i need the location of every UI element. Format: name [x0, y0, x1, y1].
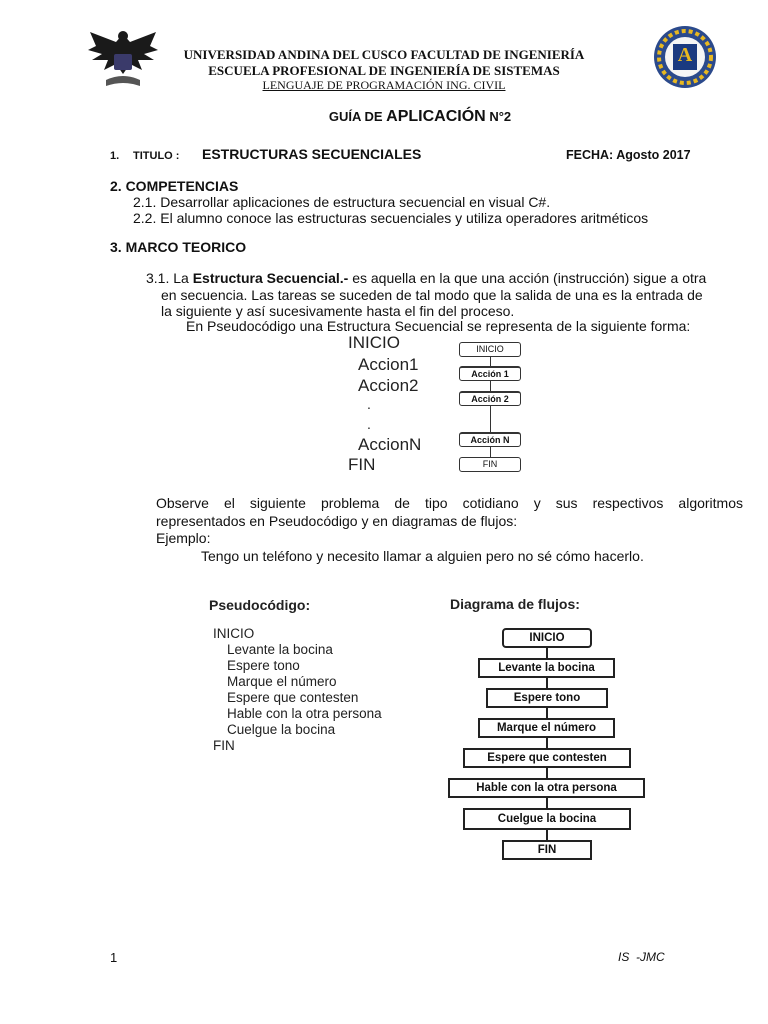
small-flow-accionn: Acción N: [459, 432, 521, 447]
header-course-text: LENGUAJE DE PROGRAMACIÓN ING. CIVIL: [262, 78, 506, 92]
example-flow-box: Marque el número: [478, 718, 615, 738]
section1-date: FECHA: Agosto 2017: [566, 148, 691, 162]
observe-line4: Tengo un teléfono y necesito llamar a alguien pero no sé cómo hacerlo.: [201, 548, 644, 564]
footer-initials: IS -JMC: [618, 950, 665, 964]
section3-paragraph-line3: la siguiente y así sucesivamente hasta el fin del proceso.: [161, 303, 515, 319]
section1-value: ESTRUCTURAS SECUENCIALES: [202, 146, 422, 162]
section3-p-number: 3.1. La: [146, 270, 193, 286]
example-pseudo-title: Pseudocódigo:: [209, 597, 311, 613]
example-pseudo-line: Hable con la otra persona: [227, 706, 382, 721]
example-pseudo-line: Marque el número: [227, 674, 337, 689]
small-pseudo-inicio: INICIO: [348, 333, 400, 352]
example-pseudo-line: Espere tono: [227, 658, 300, 673]
small-pseudo-accion1: Accion1: [358, 355, 419, 374]
small-pseudo-dot1: .: [367, 396, 371, 412]
page-title: [0, 108, 768, 126]
example-pseudo-fin: FIN: [213, 738, 235, 753]
example-flow-box-fin: FIN: [502, 840, 592, 860]
title-part1: GUÍA DE: [328, 109, 387, 124]
header-school: ESCUELA PROFESIONAL DE INGENIERÍA DE SISTEMAS: [208, 63, 560, 78]
observe-line2: representados en Pseudocódigo y en diagramas de flujos:: [156, 513, 518, 529]
section1-label: TITULO :: [133, 150, 180, 162]
example-flow-box: Hable con la otra persona: [448, 778, 645, 798]
section3-p-line1: es aquella en la que una acción (instrucción) sigue a otra: [348, 270, 707, 286]
observe-line3: Ejemplo:: [156, 530, 211, 546]
section2-item-2: 2.2. El alumno conoce las estructuras secuenciales y utiliza operadores aritméticos: [133, 210, 649, 226]
example-flow-box: Cuelgue la bocina: [463, 808, 631, 830]
small-pseudo-accion2: Accion2: [358, 376, 419, 395]
example-pseudo-line: Espere que contesten: [227, 690, 359, 705]
small-flow-accion2: Acción 2: [459, 391, 521, 406]
example-flow-box: Espere tono: [486, 688, 608, 708]
page-number: 1: [110, 950, 118, 965]
example-flow-title: Diagrama de flujos:: [450, 596, 580, 612]
example-flow-box: Espere que contesten: [463, 748, 631, 768]
example-pseudo-line: Cuelgue la bocina: [227, 722, 336, 737]
section3-paragraph-line2: en secuencia. Las tareas se suceden de tal modo que la salida de una es la entrada de: [161, 287, 703, 303]
small-flow-accion1: Acción 1: [459, 366, 521, 381]
small-pseudo-fin: FIN: [348, 455, 376, 474]
example-pseudo-inicio: INICIO: [213, 626, 255, 641]
header-university: UNIVERSIDAD ANDINA DEL CUSCO FACULTAD DE INGENIERÍA: [183, 47, 585, 62]
section3-heading: 3. MARCO TEORICO: [110, 239, 247, 255]
logo-letter: A: [677, 44, 693, 66]
section2-item-1: 2.1. Desarrollar aplicaciones de estructura secuencial en visual C#.: [133, 194, 551, 210]
title-part2: APLICACIÓN: [386, 108, 486, 125]
small-pseudo-dot2: .: [367, 416, 371, 432]
example-flow-box-inicio: INICIO: [502, 628, 592, 648]
header-course: [0, 78, 768, 93]
small-pseudo-accionn: AccionN: [358, 435, 422, 454]
small-flow-inicio: INICIO: [459, 342, 521, 357]
section2-heading: 2. COMPETENCIAS: [110, 178, 239, 194]
section3-p-bold: Estructura Secuencial.-: [192, 270, 349, 286]
title-part3: N°2: [485, 109, 512, 124]
section3-paragraph-line4: En Pseudocódigo una Estructura Secuencial se representa de la siguiente forma:: [186, 318, 691, 334]
section1-number: 1.: [110, 150, 120, 162]
example-pseudo-line: Levante la bocina: [227, 642, 333, 657]
section3-paragraph-line1: [146, 270, 706, 286]
example-flow-box: Levante la bocina: [478, 658, 615, 678]
observe-line1: Observe el siguiente problema de tipo cotidiano y sus respectivos algoritmos: [156, 495, 743, 511]
small-flow-fin: FIN: [459, 457, 521, 472]
